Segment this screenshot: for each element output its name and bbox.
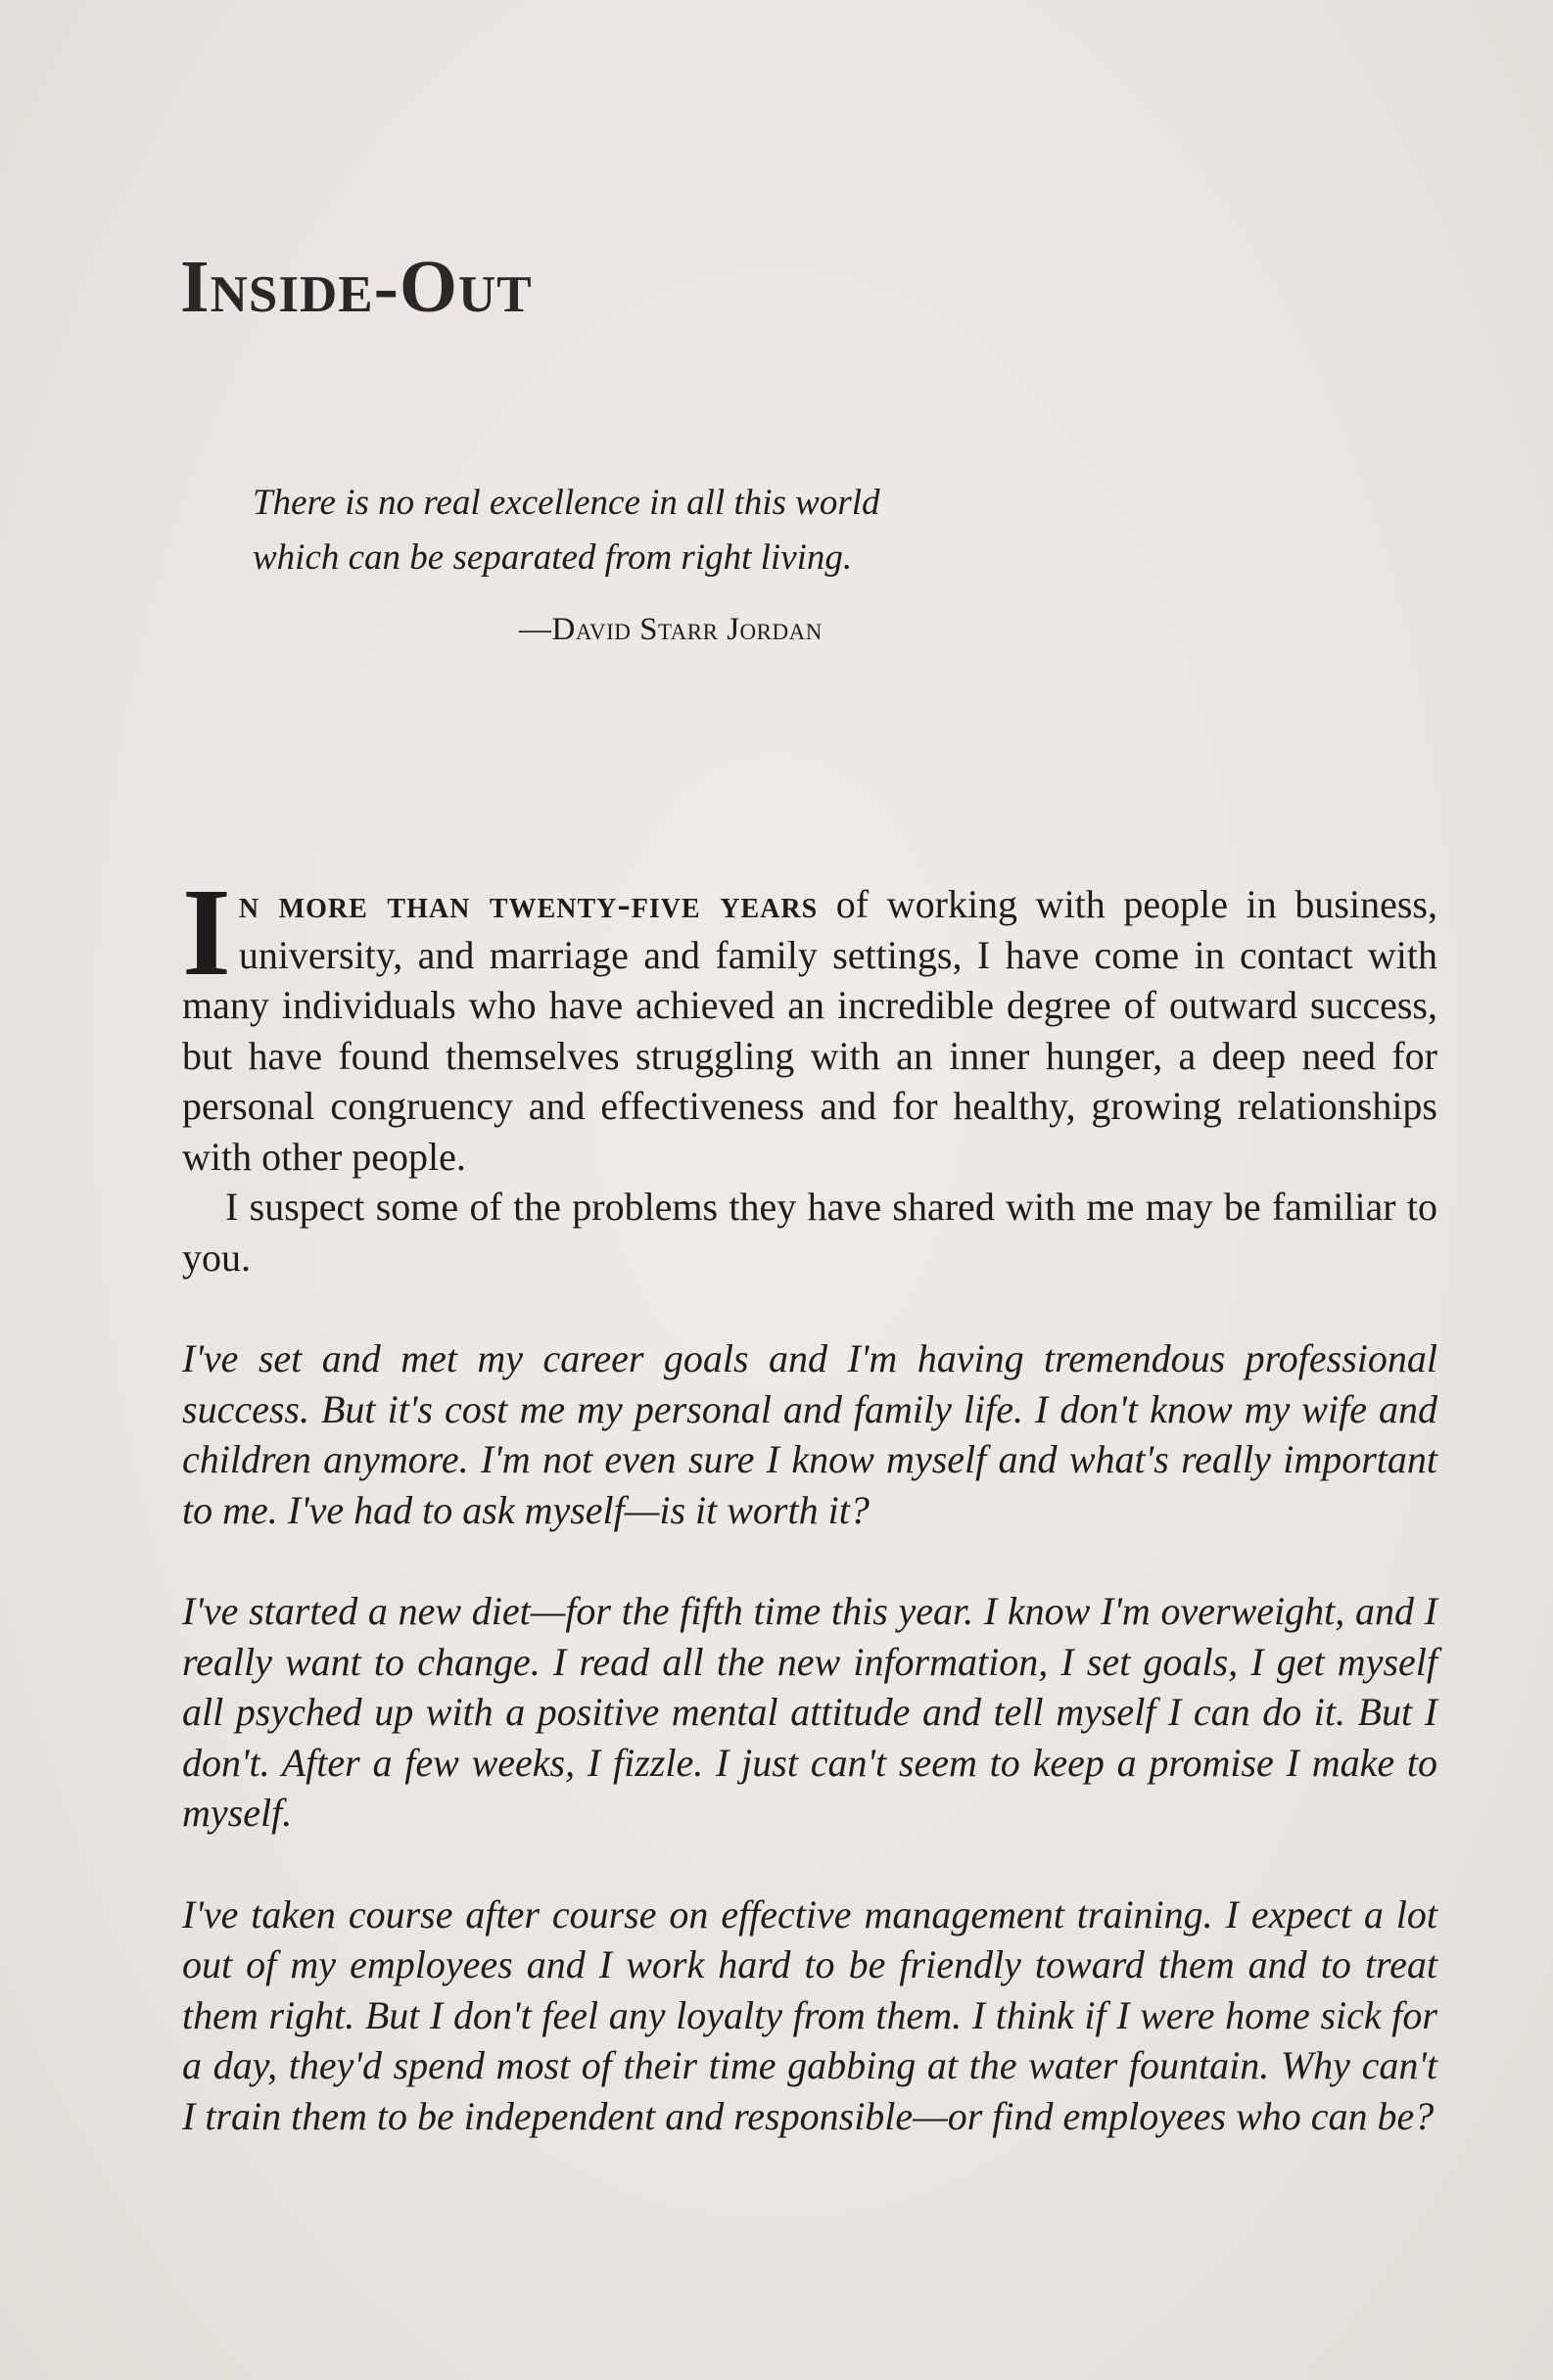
lead-in-small-caps: n more than twenty-five years bbox=[238, 882, 819, 926]
epigraph bbox=[253, 476, 938, 585]
second-paragraph: I suspect some of the problems they have shared with me may be familiar to you. bbox=[182, 1185, 1437, 1280]
quote-career-goals: I've set and met my career goals and I'm having tremendous professional success. But it's cost me my personal and family life. I don't know my wife and children anymore. I'm not even sure I know myself and what's really important to me. I've had to ask myself—is it worth it? bbox=[182, 1336, 1437, 1532]
opening-paragraph-text: of working with people in business, university, and marriage and family settings, I have come in contact with many individuals who have achieved an incredible degree of outward success, but have found themselves struggling with an inner hunger, a deep need for personal congruency and effectiveness and for healthy, growing relationships with other people. bbox=[182, 882, 1437, 1179]
epigraph-line-1: There is no real excellence in all this world bbox=[253, 483, 880, 523]
quote-diet: I've started a new diet—for the fifth time this year. I know I'm overweight, and I really want to change. I read all the new information, I set goals, I get myself all psyched up with a positive mental attitude and tell myself I can do it. But I don't. After a few weeks, I fizzle. I just can't seem to keep a promise I make to myself. bbox=[182, 1589, 1437, 1835]
epigraph-line-2: which can be separated from right living. bbox=[253, 537, 853, 578]
opening-paragraph bbox=[182, 863, 1437, 1182]
drop-cap: I bbox=[182, 863, 231, 1002]
epigraph-attribution: —David Starr Jordan bbox=[519, 612, 823, 647]
chapter-title: Inside-Out bbox=[180, 246, 533, 328]
quote-management: I've taken course after course on effective management training. I expect a lot out of my employees and I work hard to be friendly toward them and to treat them right. But I don't feel any loyalty from them. I think if I were home sick for a day, they'd spend most of their time gabbing at the water fountain. Why can't I train them to be independent and responsible—or find employees who can be? bbox=[182, 1891, 1437, 2138]
body-text bbox=[182, 863, 1437, 2141]
